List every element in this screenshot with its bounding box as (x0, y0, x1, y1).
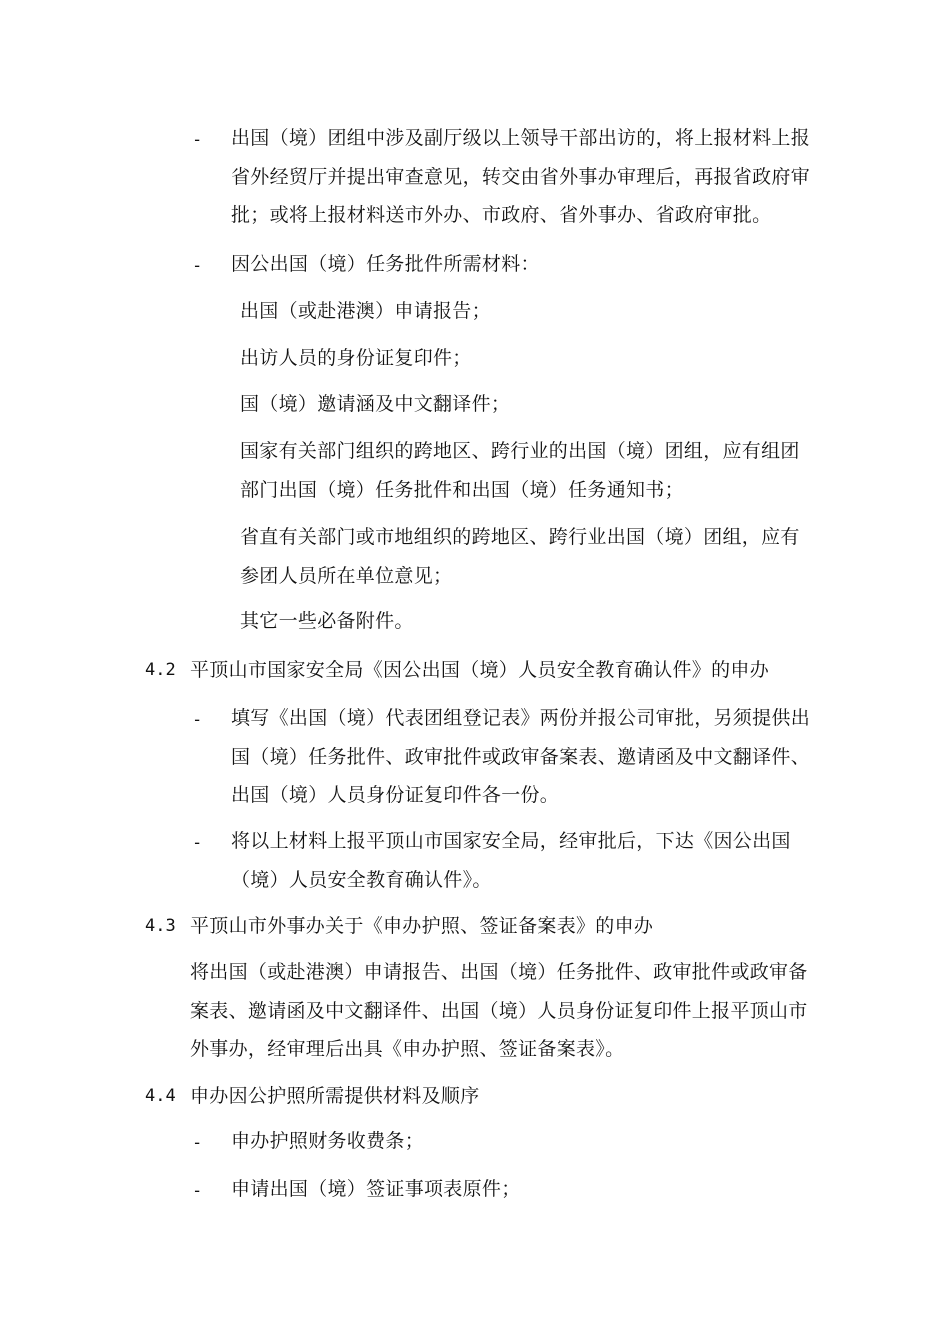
material-item: 出访人员的身份证复印件； (240, 347, 472, 369)
bullet-text-materials-heading: 因公出国（境）任务批件所需材料： (231, 253, 540, 275)
bullet-dash: - (192, 710, 203, 730)
material-item: 国（境）邀请涵及中文翻译件； (240, 393, 511, 415)
section-number: 4.2 (145, 660, 176, 680)
bullet-text-fee-receipt: 申办护照财务收费条； (231, 1130, 425, 1152)
bullet-dash: - (192, 130, 203, 150)
material-item: 出国（或赴港澳）申请报告； (240, 300, 491, 322)
material-item: 省直有关部门或市地组织的跨地区、跨行业出国（境）团组，应有参团人员所在单位意见； (240, 526, 800, 587)
section-title: 平顶山市外事办关于《申办护照、签证备案表》的申办 (190, 915, 654, 937)
section-number: 4.4 (145, 1086, 176, 1106)
bullet-dash: - (192, 1133, 203, 1153)
section-title: 申办因公护照所需提供材料及顺序 (190, 1085, 480, 1107)
bullet-dash: - (192, 256, 203, 276)
bullet-dash: - (192, 833, 203, 853)
bullet-text-visa-form: 申请出国（境）签证事项表原件； (231, 1178, 521, 1200)
section-title: 平顶山市国家安全局《因公出国（境）人员安全教育确认件》的申办 (190, 659, 770, 681)
section-number: 4.3 (145, 916, 176, 936)
bullet-text-senior-officials: 出国（境）团组中涉及副厅级以上领导干部出访的，将上报材料上报省外经贸厅并提出审查意见，转交由省外事办审理后，再报省政府审批；或将上报材料送市外办、市政府、省外事办、省政府审批。 (231, 127, 811, 226)
bullet-text-registration-form: 填写《出国（境）代表团组登记表》两份并报公司审批，另须提供出国（境）任务批件、政审批件或政审备案表、邀请函及中文翻译件、出国（境）人员身份证复印件各一份。 (231, 707, 811, 806)
material-item: 国家有关部门组织的跨地区、跨行业的出国（境）团组，应有组团部门出国（境）任务批件和出国（境）任务通知书； (240, 440, 800, 501)
bullet-text-security-bureau: 将以上材料上报平顶山市国家安全局，经审批后，下达《因公出国（境）人员安全教育确认件》。 (231, 830, 791, 891)
bullet-dash: - (192, 1181, 203, 1201)
material-item: 其它一些必备附件。 (240, 610, 414, 632)
section-paragraph: 将出国（或赴港澳）申请报告、出国（境）任务批件、政审批件或政审备案表、邀请函及中文翻译件、出国（境）人员身份证复印件上报平顶山市外事办，经审理后出具《申办护照、签证备案表》。 (190, 961, 808, 1060)
